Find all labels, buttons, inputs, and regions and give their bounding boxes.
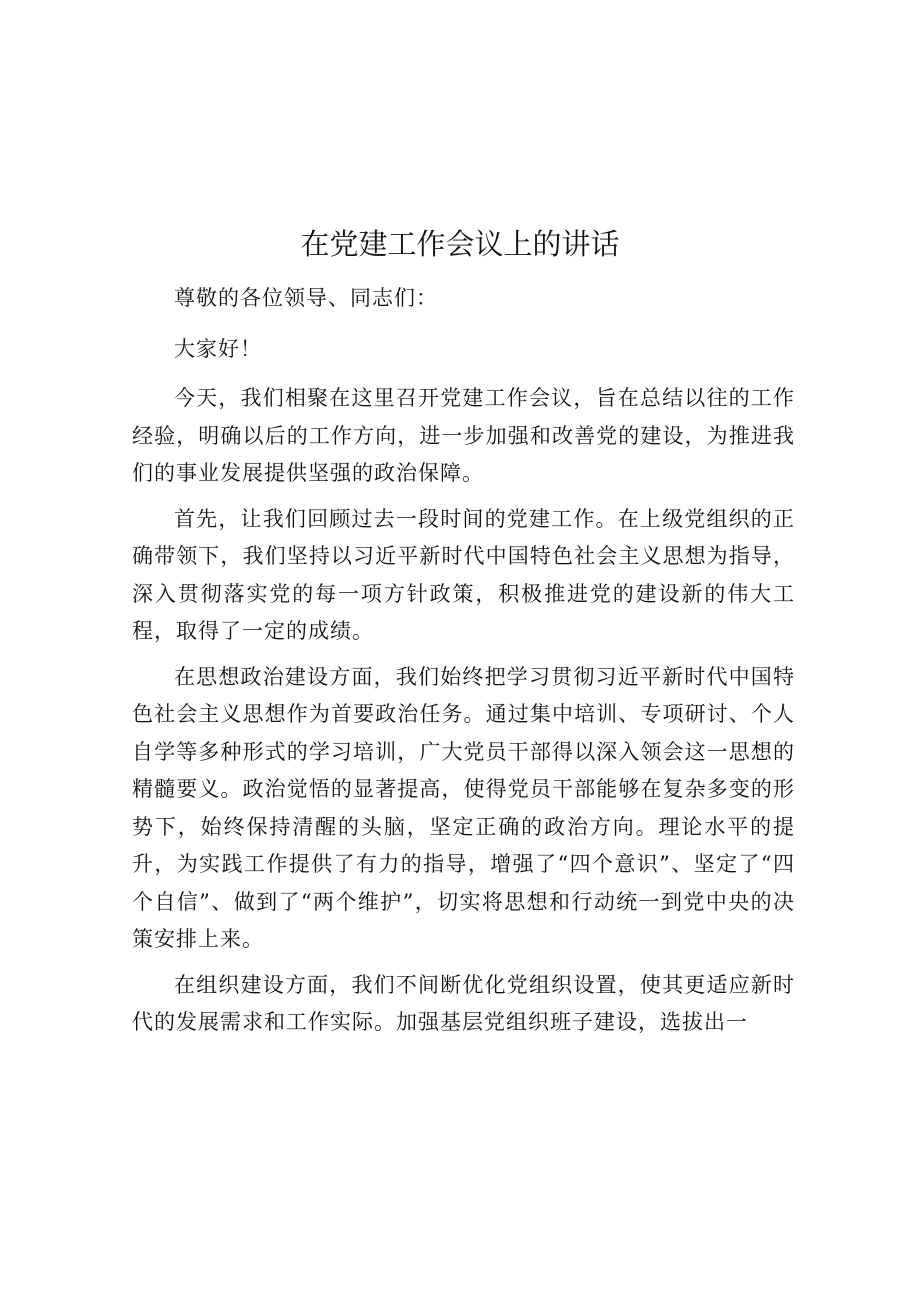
paragraph-2: 首先，让我们回顾过去一段时间的党建工作。在上级党组织的正确带领下，我们坚持以习近平新时代中国特色社会主义思想为指导，深入贯彻落实党的每一项方针政策，积极推进党的建设新的伟大工程，取得了一定的成绩。 bbox=[132, 506, 795, 643]
paragraph-3: 在思想政治建设方面，我们始终把学习贯彻习近平新时代中国特色社会主义思想作为首要政治任务。通过集中培训、专项研讨、个人自学等多种形式的学习培训，广大党员干部得以深入领会这一思想的精髓要义。政治觉悟的显著提高，使得党员干部能够在复杂多变的形势下，始终保持清醒的头脑，坚定正确的政治方向。理论水平的提升，为实践工作提供了有力的指导，增强了“四个意识”、坚定了“四个自信”、做到了“两个维护”，切实将思想和行动统一到党中央的决策安排上来。 bbox=[132, 664, 795, 951]
document-title: 在党建工作会议上的讲话 bbox=[300, 227, 620, 261]
greeting: 大家好！ bbox=[174, 336, 262, 361]
salutation: 尊敬的各位领导、同志们： bbox=[174, 286, 438, 310]
paragraph-1: 今天，我们相聚在这里召开党建工作会议，旨在总结以往的工作经验，明确以后的工作方向，进一步加强和改善党的建设，为推进我们的事业发展提供坚强的政治保障。 bbox=[132, 386, 795, 485]
paragraph-4: 在组织建设方面，我们不间断优化党组织设置，使其更适应新时代的发展需求和工作实际。加强基层党组织班子建设，选拔出一 bbox=[132, 972, 795, 1034]
document-body bbox=[132, 280, 795, 1050]
